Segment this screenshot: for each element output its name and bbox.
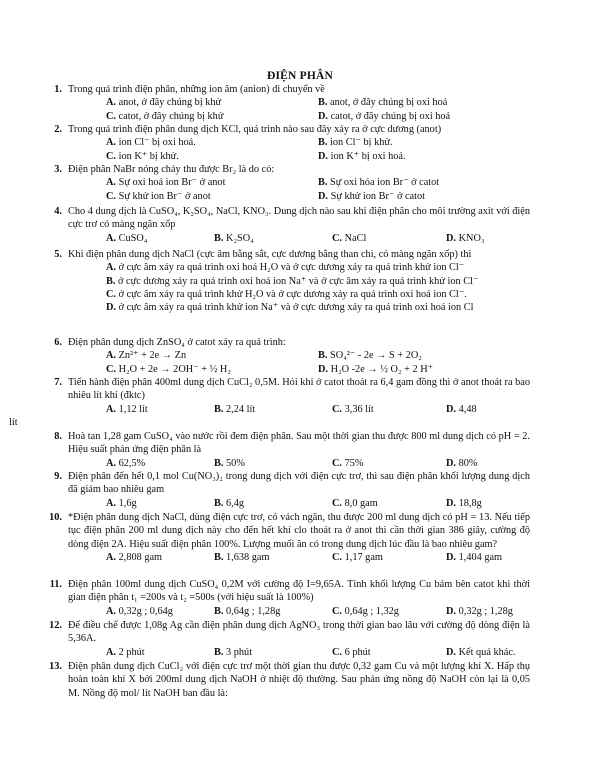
answer-option: A. 1,6g (106, 497, 137, 509)
option-row (68, 457, 530, 470)
question-block (9, 376, 530, 429)
question-number: 5. (54, 249, 62, 260)
answer-option: D. 0,32g ; 1,28g (446, 605, 513, 617)
question-text: Tiến hành điện phân 400ml dung dịch CuCl₂ 0,5M. Hỏi khi ở catot thoát ra 6,4 gam đồng thì ở anot thoát ra bao nhiêu lít khí (đktc) (68, 377, 530, 402)
question-number: 2. (54, 124, 62, 135)
answer-option: B. 2,24 lít (214, 403, 256, 415)
answer-option: B. ion Cl⁻ bị khử. (318, 137, 393, 149)
answer-option: A. anot, ở đây chúng bị khử (106, 97, 222, 109)
answer-option: D. 4,48 (446, 403, 477, 415)
option-row (68, 150, 530, 163)
question-block (54, 336, 530, 376)
answer-option: C. 75% (332, 457, 364, 469)
answer-option: A. Zn²⁺ + 2e → Zn (106, 350, 187, 362)
answer-option: B. anot, ở đây chúng bị oxi hoá (318, 97, 448, 109)
answer-option: C. 6 phút (332, 646, 371, 658)
option-row (68, 403, 530, 416)
answer-option: C. NaCl (332, 232, 367, 244)
page-title: ĐIỆN PHÂN (266, 70, 333, 82)
question-text: Cho 4 dung dịch là CuSO₄, K₂SO₄, NaCl, KNO₃. Dung dịch nào sau khi điện phân cho môi trường axit với điện cực trơ có màng ngăn xốp (68, 206, 530, 231)
answer-option: A. 62,5% (106, 457, 146, 469)
answer-option: C. 0,64g ; 1,32g (332, 605, 399, 617)
option-row (68, 497, 530, 510)
answer-option: D. ở cực âm xảy ra quá trình khử ion Na⁺ và ở cực dương xảy ra quá trình oxi hoá ion Cl (106, 302, 474, 314)
question-number: 8. (54, 431, 62, 442)
question-block (49, 578, 530, 618)
answer-option: A. ion Cl⁻ bị oxi hoá. (106, 137, 196, 149)
answer-option: D. Kết quả khác. (446, 646, 516, 658)
question-text: Trong quá trình điện phân, những ion âm (anion) di chuyển về (68, 84, 325, 95)
answer-option: D. H₂O -2e → ½ O₂ + 2 H⁺ (318, 363, 434, 375)
answer-option: B. K₂SO₄ (214, 232, 254, 244)
question-block (49, 660, 530, 700)
answer-option: D. 1,404 gam (446, 551, 503, 563)
option-row (68, 96, 530, 109)
question-block (54, 248, 530, 314)
question-number: 11. (49, 579, 62, 590)
option-row (68, 349, 530, 362)
answer-option: C. 8,0 gam (332, 497, 378, 509)
answer-option: B. ở cực dương xảy ra quá trình oxi hoá ion Na⁺ và ở cực âm xảy ra quá trình khử ion Cl⁻ (106, 275, 479, 287)
answer-option: A. 2,808 gam (106, 551, 163, 563)
answer-option: D. Sự khử ion Br⁻ ở catot (318, 190, 425, 202)
question-text: *Điện phân dung dịch NaCl, dùng điện cực trơ, có vách ngăn, thu được 200 ml dung dịch có pH = 13. Nếu tiếp tục điện phân 200 ml dung dịch này cho đến hết khí clo thoát ra ở anot thì cần thời gian 386 giây, cường độ dòng điện 2A. Hiệu suất điện phân 100%. Lượng muối ăn có trong dung dịch lúc đầu là bao nhiêu gam? (68, 512, 530, 550)
question-text: Hoà tan 1,28 gam CuSO₄ vào nước rồi đem điện phân. Sau một thời gian thu được 800 ml dung dịch có pH = 2. Hiệu suất phản ứng điện phân là (68, 431, 530, 456)
option-row (68, 190, 530, 203)
question-block (54, 430, 530, 470)
question-number: 1. (54, 84, 62, 95)
answer-option: A. Sự oxi hoá ion Br⁻ ở anot (106, 177, 226, 189)
answer-option: C. 1,17 gam (332, 551, 383, 563)
question-block (49, 619, 530, 659)
answer-option: B. 1,638 gam (214, 551, 270, 563)
answer-option: B. 3 phút (214, 646, 253, 658)
answer-option: A. 1,12 lít (106, 403, 148, 415)
question-number: 3. (54, 164, 62, 175)
answer-option: C. Sự khử ion Br⁻ ở anot (106, 190, 211, 202)
question-block (54, 123, 530, 163)
answer-option: C. H₂O + 2e → 2OH⁻ + ½ H₂ (106, 363, 231, 375)
answer-option: D. catot, ở đây chúng bị oxi hoá (318, 110, 451, 122)
question-number: 10. (49, 512, 62, 523)
question-block (54, 163, 530, 203)
answer-option: D. 18,8g (446, 497, 482, 509)
option-row (68, 176, 530, 189)
question-number: 13. (49, 661, 62, 672)
answer-option: D. KNO₃ (446, 232, 485, 244)
option-row (68, 551, 530, 564)
question-text: Trong quá trình điện phân dung dịch KCl, quá trình nào sau đây xảy ra ở cực dương (anot) (68, 124, 442, 135)
answer-option: D. 80% (446, 457, 478, 469)
question-block (49, 511, 530, 564)
answer-option: C. catot, ở đây chúng bị khử (106, 110, 224, 122)
question-text: Điện phân NaBr nóng chảy thu được Br₂ là do có: (68, 164, 275, 175)
option-row (68, 605, 530, 618)
answer-option: D. ion K⁺ bị oxi hoá. (318, 150, 406, 162)
question-text: Điện phân đến hết 0,1 mol Cu(NO₃)₂ trong dung dịch với điện cực trơ, thì sau điện phân khối lượng dung dịch đã giảm bao nhiêu gam (68, 471, 530, 496)
answer-option: B. Sự oxi hóa ion Br⁻ ở catot (318, 177, 440, 189)
answer-option: A. 0,32g ; 0,64g (106, 605, 173, 617)
answer-option: B. 50% (214, 457, 245, 469)
question-text: Điện phân dung dịch ZnSO₄ ở catot xảy ra quá trình: (68, 337, 286, 348)
question-block (54, 83, 530, 123)
answer-option: C. ở cực âm xảy ra quá trình khử H₂O và ở cực dương xảy ra quá trình oxi hoá ion Cl⁻. (106, 288, 467, 300)
answer-option: A. ở cực âm xảy ra quá trình oxi hoá H₂O và ở cực dương xảy ra quá trình khử ion Cl⁻ (106, 262, 465, 274)
option-row (68, 136, 530, 149)
question-text: Điện phân dung dịch CuCl₂ với điện cực trơ một thời gian thu được 0,32 gam Cu và một lượng khí X. Hấp thụ hoàn toàn khí X bởi 200ml dung dịch NaOH ở nhiệt độ thường. Sau phản ứng nồng độ NaOH còn lại là 0,05 M. Nồng độ mol/ lít NaOH ban đầu là: (68, 661, 530, 699)
answer-option: B. 6,4g (214, 497, 245, 509)
question-number: 9. (54, 471, 62, 482)
answer-option: B. SO₄²⁻ - 2e → S + 2O₂ (318, 350, 422, 362)
question-number: 7. (54, 377, 62, 388)
question-number: 4. (54, 206, 62, 217)
option-row (68, 110, 530, 123)
question-block (54, 470, 530, 510)
answer-option: C. 3,36 lít (332, 403, 374, 415)
answer-option: A. CuSO₄ (106, 232, 148, 244)
question-block (54, 205, 530, 245)
option-row (68, 646, 530, 659)
option-row (68, 363, 530, 376)
question-text: Để điều chế được 1,08g Ag cần điện phân dung dịch AgNO₃ trong thời gian bao lâu với cường độ dòng điện là 5,36A. (68, 620, 530, 645)
question-text: Điện phân 100ml dung dịch CuSO₄ 0,2M với cường độ I=9,65A. Tính khối lượng Cu bám bên catot khi thời gian điện phân t₁ =200s và t₂ =500s (với hiệu suất là 100%) (68, 579, 530, 604)
answer-option: B. 0,64g ; 1,28g (214, 605, 281, 617)
question-number: 6. (54, 337, 62, 348)
question-text: Khi điện phân dung dịch NaCl (cực âm bằng sắt, cực dương bằng than chì, có màng ngăn xốp) thì (68, 249, 472, 260)
answer-option: C. ion K⁺ bị khử. (106, 150, 179, 162)
question-number: 12. (49, 620, 62, 631)
wrapped-text: lít (9, 416, 18, 428)
answer-option: A. 2 phút (106, 646, 145, 658)
option-row (68, 232, 530, 245)
